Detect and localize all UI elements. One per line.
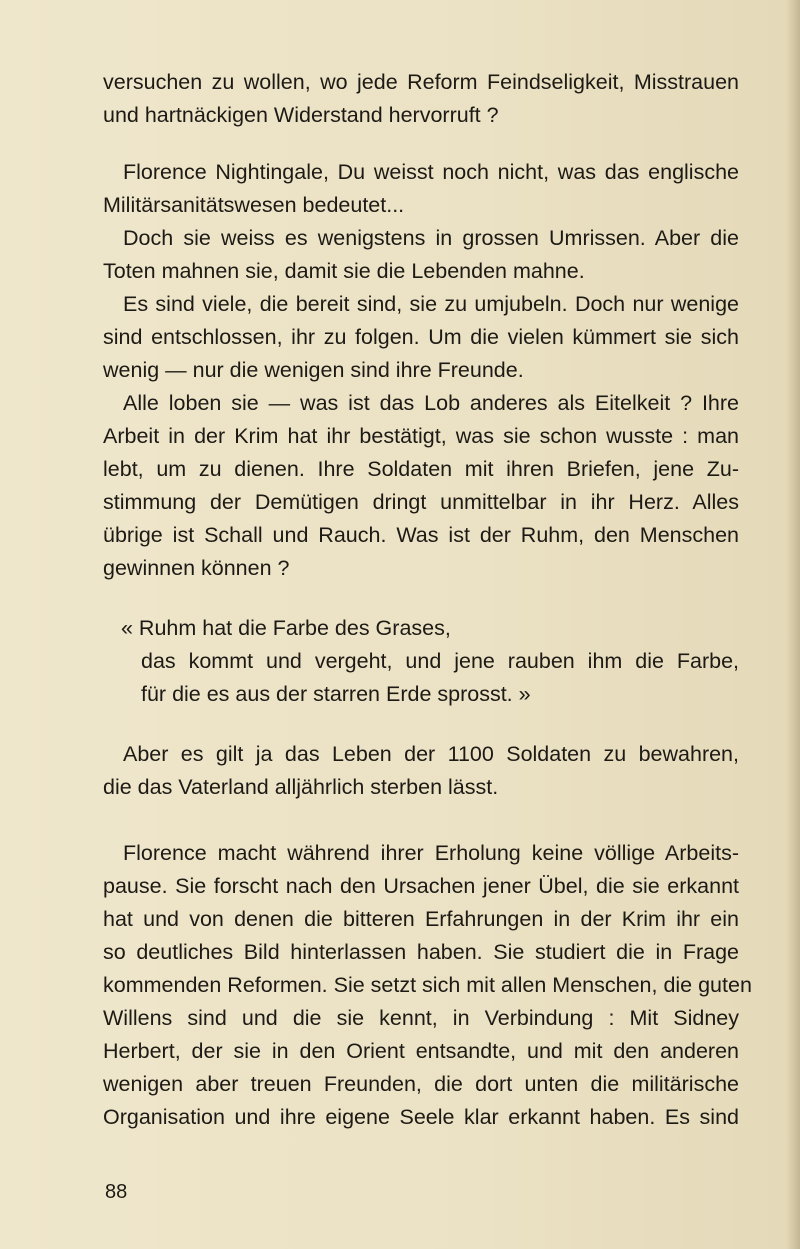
quote-line: « Ruhm hat die Farbe des Grases, bbox=[121, 616, 451, 640]
text-line: Alle loben sie — was ist das Lob anderes als Eitelkeit ? Ihre bbox=[123, 391, 739, 415]
text-line: Doch sie weiss es wenigstens in grossen Umrissen. Aber die bbox=[123, 226, 739, 250]
text-line: wenigen aber treuen Freunden, die dort unten die militärische bbox=[103, 1072, 739, 1096]
paragraph-gap bbox=[103, 132, 739, 156]
quote-line: für die es aus der starren Erde sprosst. » bbox=[141, 682, 531, 706]
text-line: gewinnen können ? bbox=[103, 556, 290, 580]
text-line: Willens sind und die sie kennt, in Verbindung : Mit Sidney bbox=[103, 1006, 739, 1030]
text-line: Es sind viele, die bereit sind, sie zu umjubeln. Doch nur wenige bbox=[123, 292, 739, 316]
text-line: so deutliches Bild hinterlassen haben. Sie studiert die in Frage bbox=[103, 940, 739, 964]
page-number: 88 bbox=[105, 1181, 128, 1203]
quote-line: das kommt und vergeht, und jene rauben ihm die Farbe, bbox=[141, 649, 739, 673]
text-line: sind entschlossen, ihr zu folgen. Um die vielen kümmert sie sich bbox=[103, 325, 739, 349]
text-line: kommenden Reformen. Sie setzt sich mit allen Menschen, die guten bbox=[103, 973, 752, 997]
text-line: Arbeit in der Krim hat ihr bestätigt, was sie schon wusste : man bbox=[103, 424, 739, 448]
text-line: die das Vaterland alljährlich sterben lässt. bbox=[103, 775, 499, 799]
text-line: Florence macht während ihrer Erholung keine völlige Arbeits- bbox=[123, 841, 739, 865]
paragraph-gap bbox=[103, 804, 739, 837]
text-line: Aber es gilt ja das Leben der 1100 Soldaten zu bewahren, bbox=[123, 742, 739, 766]
text-line: Herbert, der sie in den Orient entsandte, und mit den anderen bbox=[103, 1039, 739, 1063]
page-edge-shadow bbox=[786, 0, 800, 1249]
text-line: hat und von denen die bitteren Erfahrungen in der Krim ihr ein bbox=[103, 907, 739, 931]
text-line: Militärsanitätswesen bedeutet... bbox=[103, 193, 405, 217]
paragraph-gap bbox=[103, 585, 739, 612]
paragraph-gap bbox=[103, 711, 739, 738]
text-line: versuchen zu wollen, wo jede Reform Feindseligkeit, Misstrauen bbox=[103, 70, 739, 94]
text-line: wenig — nur die wenigen sind ihre Freunde. bbox=[103, 358, 524, 382]
text-line: Toten mahnen sie, damit sie die Lebenden mahne. bbox=[103, 259, 585, 283]
body-text bbox=[103, 66, 752, 1134]
text-line: stimmung der Demütigen dringt unmittelbar in ihr Herz. Alles bbox=[103, 490, 739, 514]
text-line: Organisation und ihre eigene Seele klar erkannt haben. Es sind bbox=[103, 1105, 739, 1129]
text-line: übrige ist Schall und Rauch. Was ist der Ruhm, den Menschen bbox=[103, 523, 739, 547]
text-line: Florence Nightingale, Du weisst noch nicht, was das englische bbox=[123, 160, 739, 184]
text-line: lebt, um zu dienen. Ihre Soldaten mit ihren Briefen, jene Zu- bbox=[103, 457, 739, 481]
text-line: und hartnäckigen Widerstand hervorruft ? bbox=[103, 103, 499, 127]
text-line: pause. Sie forscht nach den Ursachen jener Übel, die sie erkannt bbox=[103, 874, 739, 898]
